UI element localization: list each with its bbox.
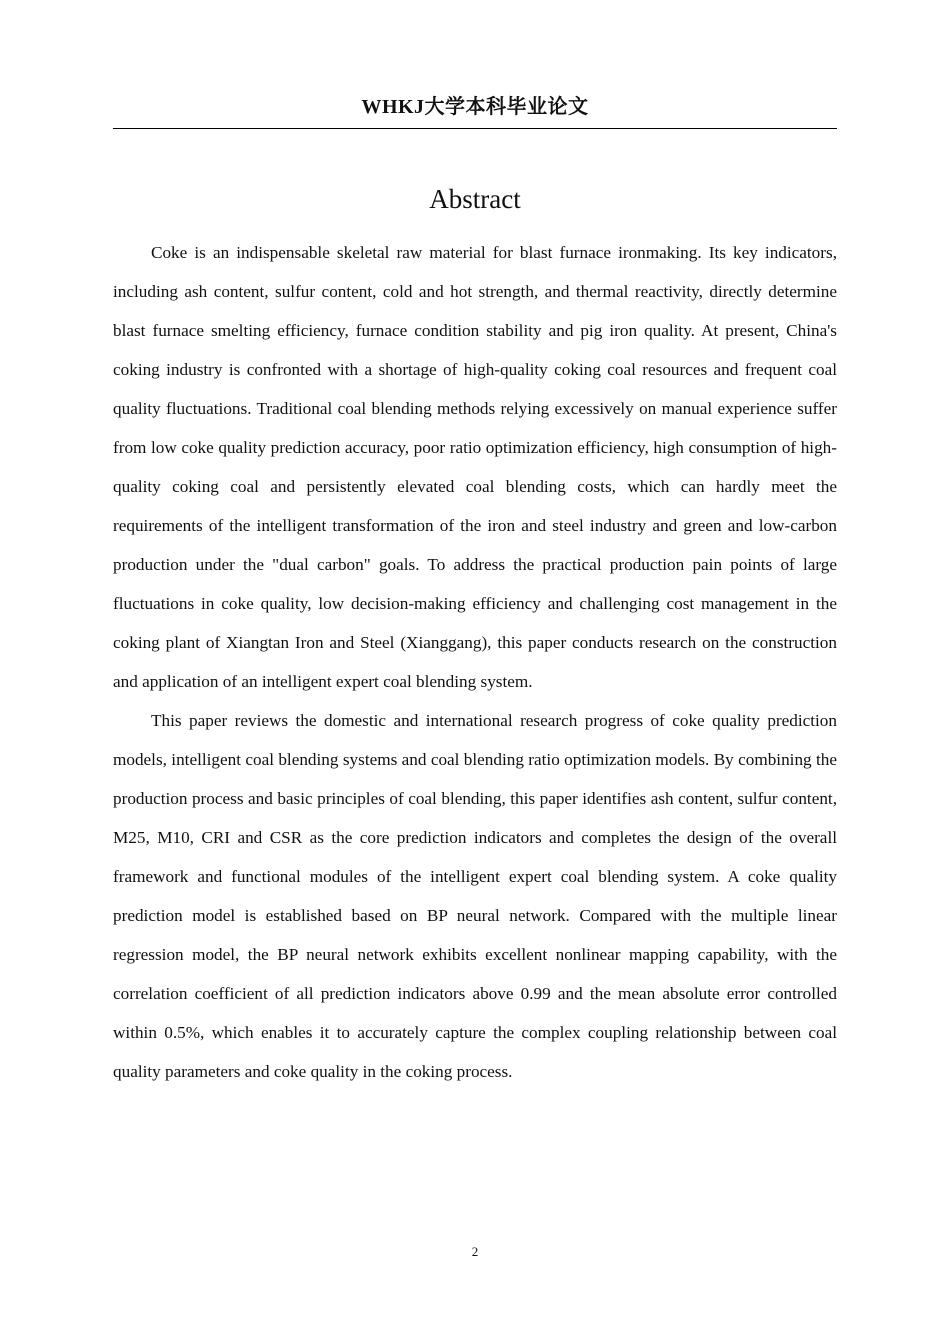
abstract-title: Abstract xyxy=(429,184,521,215)
header-divider xyxy=(113,128,837,129)
abstract-paragraph-2: This paper reviews the domestic and international research progress of coke quality prediction models, intelligent coal blending systems and coal blending ratio optimization models. By combining the production process and basic principles of coal blending, this paper identifies ash content, sulfur content, M25, M10, CRI and CSR as the core prediction indicators and completes the design of the overall framework and functional modules of the intelligent expert coal blending system. A coke quality prediction model is established based on BP neural network. Compared with the multiple linear regression model, the BP neural network exhibits excellent nonlinear mapping capability, with the correlation coefficient of all prediction indicators above 0.99 and the mean absolute error controlled within 0.5%, which enables it to accurately capture the complex coupling relationship between coal quality parameters and coke quality in the coking process. xyxy=(113,711,837,1081)
page-number: 2 xyxy=(471,1244,479,1259)
abstract-paragraph-1: Coke is an indispensable skeletal raw material for blast furnace ironmaking. Its key indicators, including ash content, sulfur content, cold and hot strength, and thermal reactivity, directly determine blast furnace smelting efficiency, furnace condition stability and pig iron quality. At present, China's coking industry is confronted with a shortage of high-quality coking coal resources and frequent coal quality fluctuations. Traditional coal blending methods relying excessively on manual experience suffer from low coke quality prediction accuracy, poor ratio optimization efficiency, high consumption of high-quality coking coal and persistently elevated coal blending costs, which can hardly meet the requirements of the intelligent transformation of the iron and steel industry and green and low-carbon production under the "dual carbon" goals. To address the practical production pain points of large fluctuations in coke quality, low decision-making efficiency and challenging cost management in the coking plant of Xiangtan Iron and Steel (Xianggang), this paper conducts research on the construction and application of an intelligent expert coal blending system. xyxy=(113,243,837,691)
running-header: WHKJ大学本科毕业论文 xyxy=(361,96,589,118)
abstract-body xyxy=(113,233,837,1091)
